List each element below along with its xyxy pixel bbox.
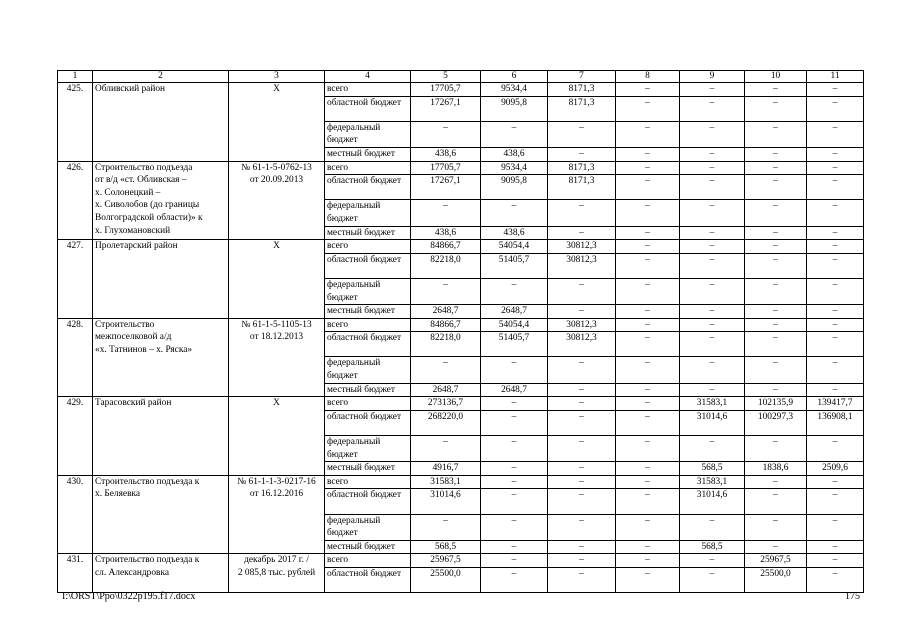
funding-source: областной бюджет	[325, 96, 411, 121]
amount-cell: 273136,7	[411, 397, 481, 411]
amount-cell: –	[807, 96, 864, 121]
amount-cell: 8171,3	[548, 83, 616, 97]
table-row	[58, 318, 864, 332]
amount-cell: –	[807, 253, 864, 278]
amount-cell: –	[481, 410, 548, 435]
item-number: 431.	[58, 554, 93, 593]
amount-cell: –	[548, 397, 616, 411]
amount-cell: –	[745, 253, 807, 278]
item-name	[93, 240, 229, 319]
item-name-line: х. Солонецкий –	[95, 187, 161, 198]
amount-cell: –	[745, 240, 807, 254]
amount-cell: 9534,4	[481, 83, 548, 97]
amount-cell: –	[481, 462, 548, 476]
item-name	[93, 554, 229, 593]
budget-table	[57, 70, 864, 593]
amount-cell: 1838,6	[745, 462, 807, 476]
amount-cell: –	[481, 397, 548, 411]
amount-cell: 17267,1	[411, 175, 481, 200]
amount-cell: –	[807, 83, 864, 97]
amount-cell: –	[680, 554, 745, 568]
funding-source: областной бюджет	[325, 175, 411, 200]
amount-cell: 17705,7	[411, 83, 481, 97]
amount-cell: 568,5	[411, 540, 481, 554]
amount-cell: –	[481, 200, 548, 226]
amount-cell: –	[680, 357, 745, 383]
amount-cell: –	[680, 278, 745, 304]
amount-cell: –	[616, 332, 680, 357]
amount-cell: 17705,7	[411, 161, 481, 175]
document-line: № 61-1-5-1105-13	[241, 319, 312, 330]
item-document	[229, 83, 325, 162]
amount-cell: –	[807, 147, 864, 161]
amount-cell: 438,6	[481, 226, 548, 240]
amount-cell: –	[745, 357, 807, 383]
item-document	[229, 397, 325, 476]
document-line: от 16.12.2016	[249, 489, 304, 500]
amount-cell: 84866,7	[411, 318, 481, 332]
amount-cell: –	[745, 83, 807, 97]
column-number: 1	[58, 71, 93, 83]
document-line: 2 085,8 тыс. рублей	[237, 567, 316, 578]
amount-cell: 25967,5	[745, 554, 807, 568]
column-number: 9	[680, 71, 745, 83]
item-number: 429.	[58, 397, 93, 476]
amount-cell: –	[616, 514, 680, 540]
item-name-line: х. Глухомановский	[95, 225, 171, 236]
amount-cell: –	[481, 436, 548, 462]
amount-cell: 17267,1	[411, 96, 481, 121]
amount-cell: –	[616, 305, 680, 319]
amount-cell: –	[680, 253, 745, 278]
amount-cell: 25967,5	[411, 554, 481, 568]
funding-source: областной бюджет	[325, 567, 411, 592]
amount-cell: –	[680, 83, 745, 97]
amount-cell: –	[616, 475, 680, 489]
amount-cell: 31583,1	[411, 475, 481, 489]
amount-cell: –	[616, 462, 680, 476]
document-line: от 18.12.2013	[249, 332, 304, 343]
table-row	[58, 397, 864, 411]
amount-cell: –	[745, 226, 807, 240]
document-line: от 20.09.2013	[249, 175, 304, 186]
amount-cell: –	[548, 147, 616, 161]
amount-cell: 31014,6	[411, 489, 481, 514]
amount-cell: 54054,4	[481, 318, 548, 332]
amount-cell: –	[680, 567, 745, 592]
amount-cell: –	[807, 554, 864, 568]
item-name-line: Обливский район	[95, 84, 166, 94]
document-line: № 61-1-5-0762-13	[241, 162, 312, 173]
amount-cell: –	[548, 383, 616, 397]
column-number: 7	[548, 71, 616, 83]
amount-cell: –	[807, 436, 864, 462]
amount-cell: –	[680, 175, 745, 200]
funding-source: местный бюджет	[325, 305, 411, 319]
amount-cell: –	[680, 161, 745, 175]
amount-cell: 2648,7	[411, 305, 481, 319]
amount-cell: –	[807, 567, 864, 592]
amount-cell: –	[616, 383, 680, 397]
amount-cell: –	[616, 410, 680, 435]
amount-cell: –	[807, 226, 864, 240]
document-line: Х	[273, 398, 280, 409]
column-number: 3	[229, 71, 325, 83]
amount-cell: –	[481, 567, 548, 592]
item-name-line: сл. Александровка	[95, 567, 170, 578]
funding-source: федеральный бюджет	[325, 357, 411, 383]
item-number: 426.	[58, 161, 93, 240]
item-name-line: х. Сиволобов (до границы	[95, 200, 200, 211]
amount-cell: –	[807, 278, 864, 304]
item-name-line: «х. Татнинов – х. Ряска»	[95, 344, 193, 355]
item-name-line: Пролетарский район	[95, 241, 178, 252]
item-name-line: Строительство подъезда к	[95, 476, 200, 487]
amount-cell: –	[807, 175, 864, 200]
amount-cell: –	[411, 436, 481, 462]
amount-cell: 82218,0	[411, 332, 481, 357]
amount-cell: –	[411, 278, 481, 304]
funding-source: областной бюджет	[325, 489, 411, 514]
amount-cell: –	[616, 357, 680, 383]
amount-cell: –	[481, 278, 548, 304]
item-name-line: Строительство подъезда к	[95, 555, 200, 566]
amount-cell: 438,6	[411, 226, 481, 240]
amount-cell: –	[548, 278, 616, 304]
amount-cell: –	[745, 540, 807, 554]
funding-source: местный бюджет	[325, 383, 411, 397]
amount-cell: –	[481, 121, 548, 147]
amount-cell: 2648,7	[481, 305, 548, 319]
item-name-line: Строительство	[95, 319, 155, 330]
funding-source: всего	[325, 554, 411, 568]
amount-cell: 51405,7	[481, 332, 548, 357]
column-number: 2	[93, 71, 229, 83]
amount-cell: –	[807, 475, 864, 489]
amount-cell: –	[616, 175, 680, 200]
amount-cell: –	[616, 318, 680, 332]
amount-cell: 31583,1	[680, 397, 745, 411]
amount-cell: 9534,4	[481, 161, 548, 175]
amount-cell: –	[548, 475, 616, 489]
document-line: Х	[273, 241, 280, 252]
document-line: Х	[273, 84, 280, 94]
amount-cell: –	[548, 567, 616, 592]
amount-cell: –	[616, 226, 680, 240]
amount-cell: –	[616, 397, 680, 411]
funding-source: федеральный бюджет	[325, 278, 411, 304]
funding-source: федеральный бюджет	[325, 514, 411, 540]
amount-cell: –	[616, 436, 680, 462]
funding-source: федеральный бюджет	[325, 436, 411, 462]
item-name	[93, 83, 229, 162]
amount-cell: –	[548, 514, 616, 540]
amount-cell: 8171,3	[548, 175, 616, 200]
amount-cell: –	[411, 357, 481, 383]
amount-cell: –	[680, 200, 745, 226]
amount-cell: –	[807, 540, 864, 554]
amount-cell: –	[745, 147, 807, 161]
item-name-line: от в/д «ст. Обливская –	[95, 175, 187, 186]
amount-cell: –	[616, 278, 680, 304]
amount-cell: –	[548, 554, 616, 568]
amount-cell: –	[807, 305, 864, 319]
amount-cell: 31583,1	[680, 475, 745, 489]
document-line: № 61-1-1-3-0217-16	[237, 476, 316, 487]
amount-cell: –	[680, 305, 745, 319]
amount-cell: 82218,0	[411, 253, 481, 278]
amount-cell: –	[616, 161, 680, 175]
funding-source: областной бюджет	[325, 332, 411, 357]
amount-cell: –	[616, 96, 680, 121]
item-document	[229, 554, 325, 593]
amount-cell: 8171,3	[548, 96, 616, 121]
amount-cell: 30812,3	[548, 253, 616, 278]
amount-cell: –	[548, 410, 616, 435]
amount-cell: –	[680, 226, 745, 240]
table-row	[58, 83, 864, 97]
item-name-line: Строительство подъезда	[95, 162, 193, 173]
amount-cell: –	[616, 253, 680, 278]
amount-cell: 568,5	[680, 540, 745, 554]
amount-cell: 2648,7	[411, 383, 481, 397]
amount-cell: –	[680, 240, 745, 254]
amount-cell: –	[616, 147, 680, 161]
amount-cell: 438,6	[481, 147, 548, 161]
amount-cell: 31014,6	[680, 410, 745, 435]
item-name	[93, 318, 229, 397]
amount-cell: 30812,3	[548, 332, 616, 357]
amount-cell: –	[680, 332, 745, 357]
amount-cell: 438,6	[411, 147, 481, 161]
amount-cell: –	[481, 554, 548, 568]
table-row	[58, 554, 864, 568]
funding-source: местный бюджет	[325, 226, 411, 240]
item-name	[93, 397, 229, 476]
amount-cell: –	[745, 318, 807, 332]
amount-cell: –	[481, 357, 548, 383]
amount-cell: 136908,1	[807, 410, 864, 435]
amount-cell: –	[481, 489, 548, 514]
funding-source: всего	[325, 240, 411, 254]
amount-cell: –	[680, 383, 745, 397]
amount-cell: –	[807, 357, 864, 383]
amount-cell: –	[807, 332, 864, 357]
amount-cell: 2648,7	[481, 383, 548, 397]
amount-cell: –	[745, 121, 807, 147]
item-name	[93, 475, 229, 554]
amount-cell: –	[548, 489, 616, 514]
amount-cell: 30812,3	[548, 318, 616, 332]
amount-cell: 568,5	[680, 462, 745, 476]
amount-cell: –	[481, 540, 548, 554]
item-number: 428.	[58, 318, 93, 397]
item-document	[229, 240, 325, 319]
amount-cell: –	[745, 96, 807, 121]
amount-cell: –	[616, 554, 680, 568]
item-name	[93, 161, 229, 240]
amount-cell: –	[680, 436, 745, 462]
amount-cell: 8171,3	[548, 161, 616, 175]
amount-cell: –	[548, 200, 616, 226]
amount-cell: 51405,7	[481, 253, 548, 278]
column-number: 11	[807, 71, 864, 83]
funding-source: всего	[325, 475, 411, 489]
column-number: 5	[411, 71, 481, 83]
amount-cell: –	[411, 121, 481, 147]
funding-source: местный бюджет	[325, 462, 411, 476]
footer-file-path: I:\ORST\Ppo\0322p195.f17.docx	[62, 591, 196, 602]
document-line: декабрь 2017 г. /	[244, 555, 309, 566]
column-number: 4	[325, 71, 411, 83]
amount-cell: 100297,3	[745, 410, 807, 435]
item-name-line: Тарасовский район	[95, 398, 172, 409]
amount-cell: –	[745, 514, 807, 540]
amount-cell: –	[807, 161, 864, 175]
amount-cell: –	[745, 200, 807, 226]
item-number: 430.	[58, 475, 93, 554]
item-number: 427.	[58, 240, 93, 319]
funding-source: всего	[325, 397, 411, 411]
amount-cell: –	[807, 318, 864, 332]
amount-cell: 2509,6	[807, 462, 864, 476]
funding-source: федеральный бюджет	[325, 121, 411, 147]
amount-cell: –	[616, 83, 680, 97]
amount-cell: –	[745, 489, 807, 514]
amount-cell: –	[680, 147, 745, 161]
amount-cell: –	[745, 332, 807, 357]
amount-cell: –	[548, 121, 616, 147]
amount-cell: –	[616, 540, 680, 554]
amount-cell: –	[745, 383, 807, 397]
funding-source: областной бюджет	[325, 253, 411, 278]
funding-source: местный бюджет	[325, 540, 411, 554]
amount-cell: 139417,7	[807, 397, 864, 411]
amount-cell: –	[548, 462, 616, 476]
amount-cell: 268220,0	[411, 410, 481, 435]
amount-cell: –	[548, 305, 616, 319]
amount-cell: 25500,0	[411, 567, 481, 592]
item-document	[229, 161, 325, 240]
amount-cell: –	[616, 121, 680, 147]
amount-cell: –	[616, 567, 680, 592]
amount-cell: –	[807, 200, 864, 226]
amount-cell: 4916,7	[411, 462, 481, 476]
amount-cell: –	[616, 489, 680, 514]
funding-source: всего	[325, 161, 411, 175]
funding-source: областной бюджет	[325, 410, 411, 435]
item-name-line: х. Беляевка	[95, 489, 141, 500]
amount-cell: –	[745, 305, 807, 319]
amount-cell: 9095,8	[481, 175, 548, 200]
amount-cell: –	[745, 175, 807, 200]
page-number: 175	[845, 591, 860, 602]
amount-cell: –	[680, 96, 745, 121]
amount-cell: 25500,0	[745, 567, 807, 592]
funding-source: местный бюджет	[325, 147, 411, 161]
amount-cell: –	[745, 278, 807, 304]
item-document	[229, 318, 325, 397]
amount-cell: 30812,3	[548, 240, 616, 254]
funding-source: федеральный бюджет	[325, 200, 411, 226]
amount-cell: –	[548, 540, 616, 554]
column-number: 6	[481, 71, 548, 83]
item-number: 425.	[58, 83, 93, 162]
amount-cell: –	[807, 121, 864, 147]
amount-cell: –	[481, 514, 548, 540]
amount-cell: 54054,4	[481, 240, 548, 254]
table-row	[58, 161, 864, 175]
amount-cell: –	[807, 240, 864, 254]
column-number: 10	[745, 71, 807, 83]
amount-cell: –	[548, 357, 616, 383]
header-row	[58, 71, 864, 83]
amount-cell: 102135,9	[745, 397, 807, 411]
item-name-line: Волгоградской области)» к	[95, 212, 203, 223]
amount-cell: 31014,6	[680, 489, 745, 514]
amount-cell: –	[616, 240, 680, 254]
column-number: 8	[616, 71, 680, 83]
amount-cell: –	[548, 436, 616, 462]
amount-cell: –	[680, 318, 745, 332]
amount-cell: –	[807, 489, 864, 514]
amount-cell: –	[745, 161, 807, 175]
amount-cell: –	[745, 436, 807, 462]
amount-cell: –	[745, 475, 807, 489]
amount-cell: –	[680, 514, 745, 540]
amount-cell: –	[411, 514, 481, 540]
table-row	[58, 475, 864, 489]
amount-cell: –	[807, 514, 864, 540]
item-document	[229, 475, 325, 554]
funding-source: всего	[325, 318, 411, 332]
amount-cell: –	[807, 383, 864, 397]
amount-cell: –	[680, 121, 745, 147]
amount-cell: –	[411, 200, 481, 226]
table-row	[58, 240, 864, 254]
item-name-line: межпоселковой а/д	[95, 332, 172, 343]
funding-source: всего	[325, 83, 411, 97]
amount-cell: –	[548, 226, 616, 240]
amount-cell: –	[481, 475, 548, 489]
amount-cell: 84866,7	[411, 240, 481, 254]
amount-cell: 9095,8	[481, 96, 548, 121]
amount-cell: –	[616, 200, 680, 226]
